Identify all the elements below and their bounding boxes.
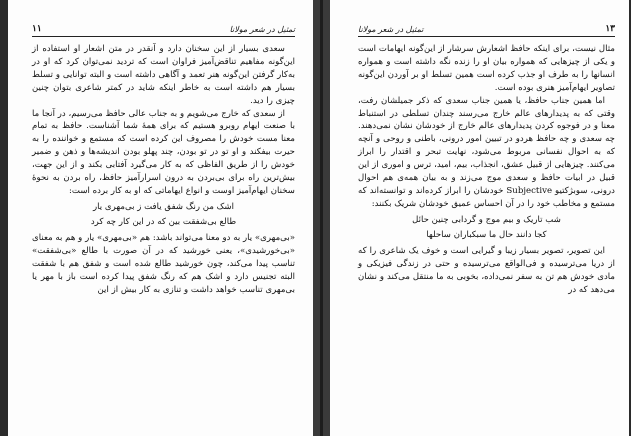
right-paragraph-2: اما همین جناب حافظ، یا همین جناب سعدی که ذکر جمیلشان رفت، وقتی که به پدیدارهای عالم خارج می‌رسند چندان تسلطی در استنباط معنا و در فوجوه کردن پدیدارهای عالم خارج از خودشان نشان نمی‌دهند. چه سعدی و چه حافظ هردو در تبیین امور درونی، باطنی و روحی و آنچه که به احوال نفسانی مربوط می‌شود، نهایت تبحر و اقتدار را ابراز می‌کنند. چیزهایی از قبیل عشق، انجذاب، بیم، امید، ترس و اموری از این قبیل در ابیات حافظ و سعدی موج می‌زند و به بیان همه‌ی هم احوال درونی، سوبژکتیو Subjective خودشان را ابراز کرده‌اند و توانسته‌اند که مستمع و مخاطب خود را در آن احساس عمیق خودشان شریک بکنند: bbox=[358, 95, 615, 209]
left-page-body bbox=[32, 43, 295, 296]
left-verse-line-1: اشک من رنگ شفق یافت ز بی‌مهری یار bbox=[93, 201, 234, 212]
book-spine bbox=[313, 0, 330, 436]
right-verse-line-1: شب تاریک و بیم موج و گردابی چنین حائل bbox=[412, 214, 561, 225]
right-book-page bbox=[330, 0, 629, 436]
left-verse-line-2: طالع بی‌شفقت بین که در این کار چه کرد bbox=[90, 216, 237, 227]
left-paragraph-3: «بی‌مهری» یار به دو معنا می‌تواند باشد: هم «بی‌مهری» یار و هم به معنای «بی‌خورشیدی»، یعنی خورشید که در آن صورت با طالع «بی‌شفقت» تناسب پیدا می‌کند، چون خورشید طالع شده است و شفق هم با شفقت البته تجنیس دارد و اشک هم که رنگ شفق پیدا کرده است باز با مهر یا بی‌مهری تناسب خواهد داشت و تنازی به کار بیش از این bbox=[32, 232, 295, 295]
right-paragraph-3: این تصویر، تصویر بسیار زیبا و گیرایی است و خوف یک شاعری را که از دریا می‌ترسیده و فی‌الواقع می‌ترسیده و حتی در زندگی فیزیکی و مادی خودش هم تن به سفر نمی‌داده، بخوبی به ما منتقل می‌کند و نشان می‌دهد که در bbox=[358, 245, 615, 295]
right-page-number: ۱۳ bbox=[605, 24, 615, 34]
left-paragraph-2: از سعدی که خارج می‌شویم و به جناب عالی حافظ می‌رسیم، در آنجا ما با صنعت ایهام روبرو هستیم که برای همهٔ شما آشناست. حافظ به تمام معنا مست خودش را مصروف این کرده است که مستمع و خواننده را به حیرت بیفکند و او تو در تو بودن، چند پهلو بودن اندیشه‌ها و ذهن و ضمیر خودش را از طریق الفاظی که به کار می‌گیرد آفتابی بکند و از این جهت، بیش‌ترین راه برای بی‌بردن به درون اسرارآمیز حافظ، راه بردن به نحوهٔ سخنان ایهام‌آمیز اوست و انواع ایهاماتی که او به کار برده است: bbox=[32, 108, 295, 196]
right-running-title: تمثیل در شعر مولانا bbox=[358, 25, 424, 34]
left-paragraph-1: سعدی بسیار از این سخنان دارد و آنقدر در متن اشعار او استفاده از این‌گونه مفاهیم تناقض‌آمیز فراوان است که تردید نمی‌توان کرد که او در به‌کار گرفتن این‌گونه هنر تعمد و آگاهی داشته است و البته توانایی و تسلط بسیار هم داشته است به خاطر اینکه شاید در کمتر شاعری بتوان چنین چیزی را دید. bbox=[32, 44, 295, 106]
left-page-header bbox=[32, 24, 295, 37]
left-running-title: تمثیل در شعر مولانا bbox=[229, 25, 295, 34]
right-page-header bbox=[358, 24, 615, 37]
right-page-body bbox=[358, 43, 615, 296]
left-page-number: ۱۱ bbox=[32, 24, 42, 34]
left-verse-block bbox=[32, 201, 295, 229]
left-book-page bbox=[8, 0, 313, 436]
right-verse-line-2: کجا دانند حال ما سبکباران ساحلها bbox=[426, 229, 547, 240]
right-verse-block bbox=[358, 214, 615, 242]
right-paragraph-1: مثال نیست، برای اینکه حافظ اشعارش سرشار از این‌گونه ایهامات است و یکی از چیزهایی که همواره بیان او را زنده نگه داشته است و همواره انسانها را به طرف او جذب کرده است همین تسلط او بر آوردن این‌گونه تصاویر ایهام‌آمیز هنری بوده است. bbox=[358, 44, 615, 93]
